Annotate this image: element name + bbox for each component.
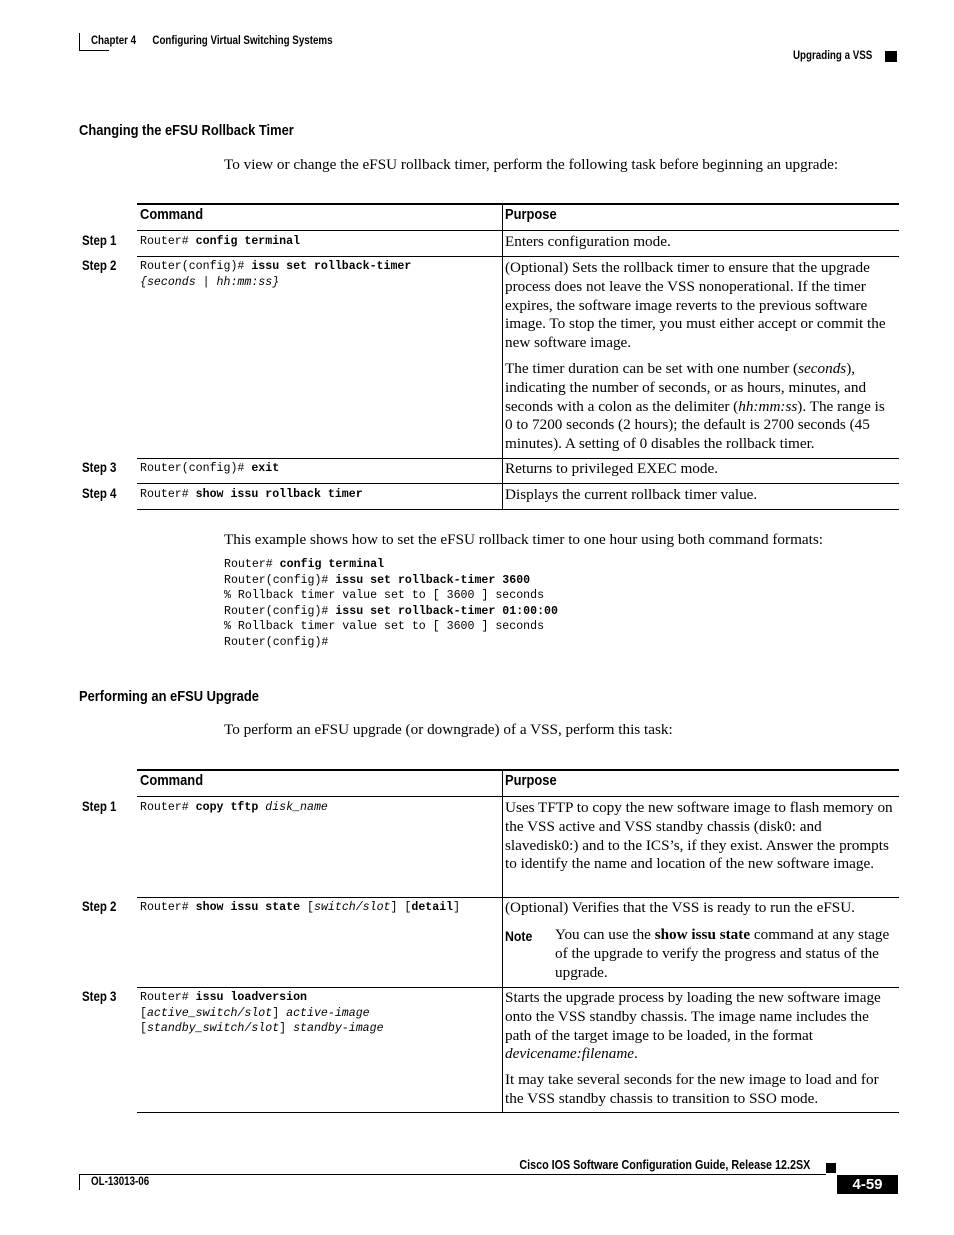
step-purpose: Returns to privileged EXEC mode. xyxy=(505,460,719,477)
step-command: Router(config)# exit xyxy=(140,462,280,475)
step-purpose: (Optional) Sets the rollback timer to ensure that the upgrade process does not leave the VSS nonoperational. If the timer expires, the software image reverts to the previous software image. To stop the timer, you must either accept or commit the new software image. xyxy=(505,259,886,352)
step-purpose-detail: It may take several seconds for the new image to load and for the VSS standby chassis to transition to SSO mode. xyxy=(505,1071,879,1107)
column-header-purpose: Purpose xyxy=(505,772,557,789)
table-rule-top xyxy=(137,203,899,205)
table-row-rule xyxy=(137,987,899,988)
column-header-command: Command xyxy=(140,772,204,789)
table-rule-bottom xyxy=(137,509,899,510)
header-rule-vertical xyxy=(79,33,80,51)
step-label: Step 2 xyxy=(82,258,117,273)
note-label: Note xyxy=(505,928,533,944)
step-label: Step 1 xyxy=(82,233,117,248)
step-label: Step 2 xyxy=(82,899,117,914)
table-column-divider xyxy=(502,204,503,510)
table-rule-bottom xyxy=(137,1112,899,1113)
running-header-chapter: Chapter 4 Configuring Virtual Switching Systems xyxy=(91,35,333,47)
step-purpose: Uses TFTP to copy the new software image to flash memory on the VSS active and VSS standby chassis (disk0: and slavedisk0:) and to the ICS’s, if they exist. Answer the prompts to identify the name and location of the new software image. xyxy=(505,799,893,873)
step-command: Router# issu loadversion [active_switch/slot] active-image [standby_switch/slot] standby-image xyxy=(140,991,384,1035)
table-row-rule xyxy=(137,483,899,484)
footer-marker xyxy=(826,1163,836,1173)
step-command: Router# show issu rollback timer xyxy=(140,488,363,501)
step-purpose: Enters configuration mode. xyxy=(505,233,671,250)
step-command: Router# config terminal xyxy=(140,235,301,248)
table-rule-header xyxy=(137,796,899,797)
step-purpose: (Optional) Verifies that the VSS is ready to run the eFSU. xyxy=(505,899,855,916)
step-purpose: Starts the upgrade process by loading the new software image onto the VSS standby chassis. The image name includes the path of the target image to be loaded, in the format devicename:filename. xyxy=(505,989,881,1063)
column-header-command: Command xyxy=(140,206,204,223)
section-intro-efsu-upgrade: To perform an eFSU upgrade (or downgrade) of a VSS, perform this task: xyxy=(224,721,673,738)
step-label: Step 3 xyxy=(82,460,117,475)
step-purpose-detail: The timer duration can be set with one number (seconds), indicating the number of seconds, or as hours, minutes, and seconds with a colon as the delimiter (hh:mm:ss). The range is 0 to 7200 seconds (2 hours); the default is 2700 seconds (45 minutes). A setting of 0 disables the rollback timer. xyxy=(505,360,885,453)
page-number: 4-59 xyxy=(837,1175,898,1194)
example-intro: This example shows how to set the eFSU rollback timer to one hour using both command formats: xyxy=(224,531,823,548)
table-column-divider xyxy=(502,770,503,1113)
table-row-rule xyxy=(137,897,899,898)
table-rule-top xyxy=(137,769,899,771)
table-row-rule xyxy=(137,458,899,459)
step-label: Step 1 xyxy=(82,799,117,814)
footer-doc-number: OL-13013-06 xyxy=(91,1176,150,1188)
footer-rule-vertical xyxy=(79,1174,80,1190)
note-text: You can use the show issu state command at any stage of the upgrade to verify the progress and status of the upgrade. xyxy=(555,926,890,981)
step-command: Router# show issu state [switch/slot] [detail] xyxy=(140,901,461,914)
table-row-rule xyxy=(137,256,899,257)
table-rule-header xyxy=(137,230,899,231)
header-marker xyxy=(885,51,897,62)
step-purpose: Displays the current rollback timer value. xyxy=(505,486,758,503)
code-example: Router# config terminal Router(config)# issu set rollback-timer 3600 % Rollback timer value set to [ 3600 ] seconds Router(config)# issu set rollback-timer 01:00:00 % Rollback timer value set to [ 3600 ] seconds Router(config)# xyxy=(224,558,558,649)
step-label: Step 3 xyxy=(82,989,117,1004)
section-intro-rollback-timer: To view or change the eFSU rollback timer, perform the following task before beginning an upgrade: xyxy=(224,156,839,173)
column-header-purpose: Purpose xyxy=(505,206,557,223)
step-command: Router# copy tftp disk_name xyxy=(140,801,328,814)
step-label: Step 4 xyxy=(82,486,117,501)
section-heading-rollback-timer: Changing the eFSU Rollback Timer xyxy=(79,122,294,139)
running-header-section: Upgrading a VSS xyxy=(792,50,872,62)
footer-rule-horizontal xyxy=(79,1174,826,1175)
section-heading-efsu-upgrade: Performing an eFSU Upgrade xyxy=(79,688,259,705)
footer-book-title: Cisco IOS Software Configuration Guide, Release 12.2SX xyxy=(519,1158,810,1172)
header-rule-horizontal xyxy=(79,50,109,51)
step-command: Router(config)# issu set rollback-timer {seconds | hh:mm:ss} xyxy=(140,260,412,289)
